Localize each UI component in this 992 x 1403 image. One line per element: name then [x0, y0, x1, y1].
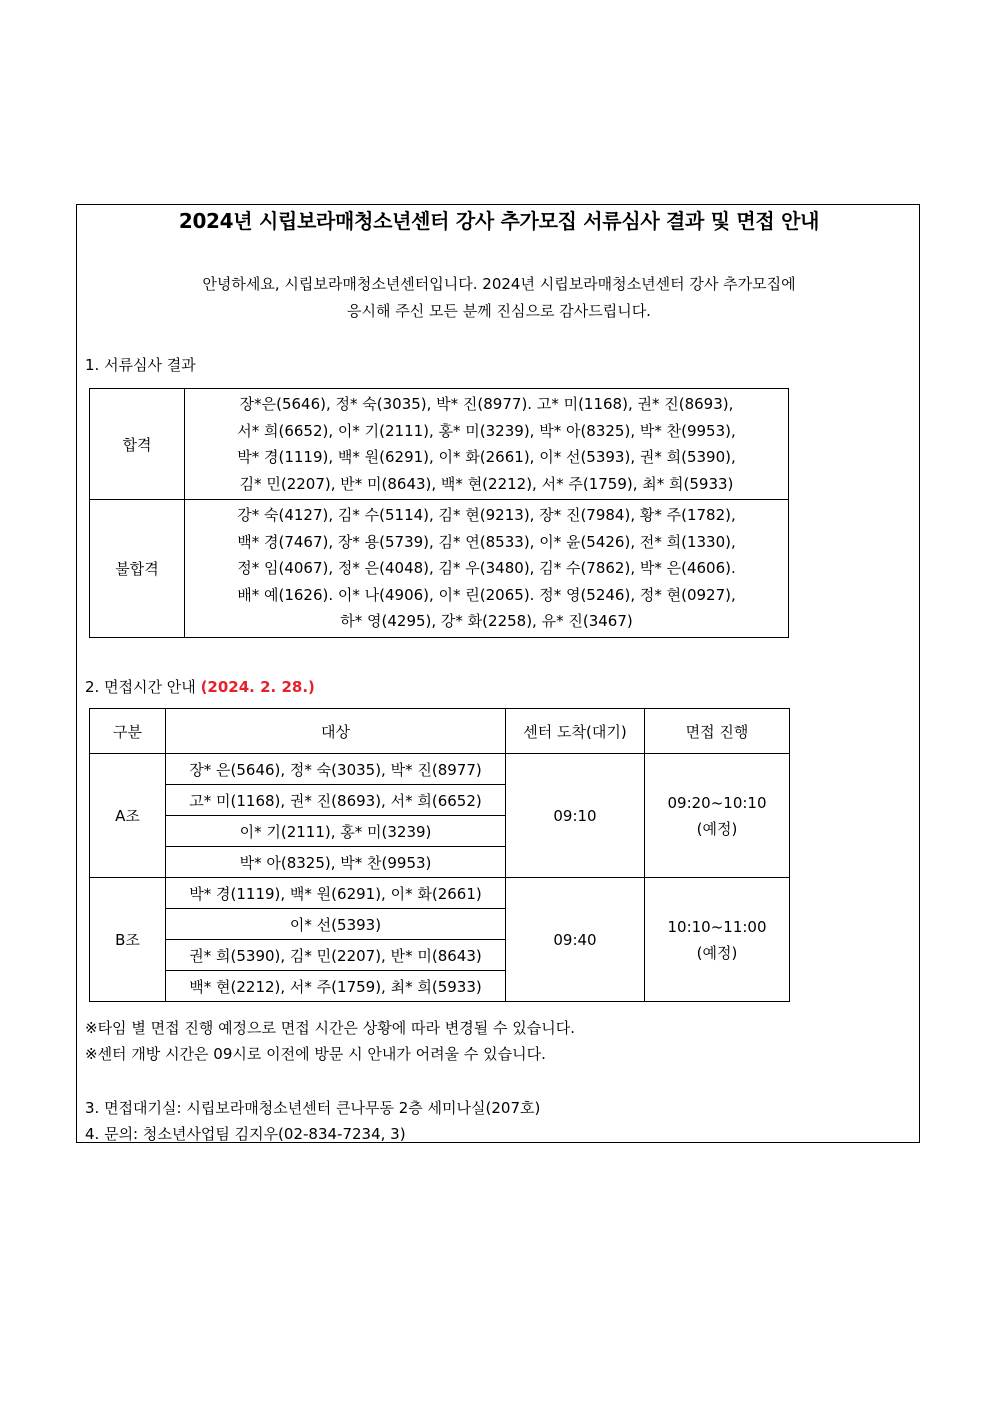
waiting-room-info: 3. 면접대기실: 시립보라매청소년센터 큰나무동 2층 세미나실(207호) — [85, 1099, 541, 1117]
fail-line: 백* 경(7467), 장* 용(5739), 김* 연(8533), 이* 윤(5426), 전* 희(1330), — [237, 532, 736, 551]
fail-line: 하* 영(4295), 강* 화(2258), 유* 진(3467) — [340, 612, 633, 630]
fail-row — [90, 500, 789, 638]
group-a-target: 이* 기(2111), 홍* 미(3239) — [166, 816, 506, 847]
fail-line: 배* 예(1626). 이* 나(4906), 이* 린(2065). 정* 영(5246), 정* 현(0927), — [237, 585, 736, 604]
section-2-title: 2. 면접시간 안내 — [85, 678, 196, 696]
fail-line: 정* 임(4067), 정* 은(4048), 김* 우(3480), 김* 수(7862), 박* 은(4606). — [237, 559, 736, 577]
pass-line: 서* 희(6652), 이* 기(2111), 홍* 미(3239), 박* 아(8325), 박* 찬(9953), — [237, 421, 736, 440]
screening-result-table — [89, 388, 789, 638]
group-a-label: A조 — [90, 754, 166, 878]
note-line: ※타임 별 면접 진행 예정으로 면접 시간은 상황에 따라 변경될 수 있습니다. — [85, 1019, 575, 1037]
page-title: 2024년 시립보라매청소년센터 강사 추가모집 서류심사 결과 및 면접 안내 — [178, 209, 820, 233]
col-header-group: 구분 — [90, 709, 166, 754]
section-2-heading — [85, 676, 315, 698]
group-b-target: 이* 선(5393) — [166, 909, 506, 940]
group-b-interview — [645, 878, 790, 1002]
table-row — [90, 878, 790, 909]
interview-schedule-table — [89, 708, 790, 1002]
pass-label: 합격 — [90, 389, 185, 500]
group-b-label: B조 — [90, 878, 166, 1002]
table-row — [90, 754, 790, 785]
pass-row — [90, 389, 789, 500]
group-b-target: 권* 희(5390), 김* 민(2207), 반* 미(8643) — [166, 940, 506, 971]
col-header-interview: 면접 진행 — [645, 709, 790, 754]
header-row — [90, 709, 790, 754]
group-a-interview — [645, 754, 790, 878]
pass-line: 장*은(5646), 정* 숙(3035), 박* 진(8977). 고* 미(1168), 권* 진(8693), — [239, 395, 734, 413]
fail-names — [185, 500, 789, 638]
intro-line-1: 안녕하세요, 시립보라매청소년센터입니다. 2024년 시립보라매청소년센터 강사 추가모집에 — [202, 275, 796, 293]
interview-date: (2024. 2. 28.) — [200, 678, 315, 696]
fail-label: 불합격 — [90, 500, 185, 638]
schedule-notes — [85, 1015, 575, 1067]
intro-line-2: 응시해 주신 모든 분께 진심으로 감사드립니다. — [347, 302, 651, 320]
group-a-target: 고* 미(1168), 권* 진(8693), 서* 희(6652) — [166, 785, 506, 816]
note-line: ※센터 개방 시간은 09시로 이전에 방문 시 안내가 어려울 수 있습니다. — [85, 1045, 546, 1063]
pass-line: 김* 민(2207), 반* 미(8643), 백* 현(2212), 서* 주(1759), 최* 희(5933) — [239, 474, 734, 493]
fail-line: 강* 숙(4127), 김* 수(5114), 김* 현(9213), 장* 진(7984), 황* 주(1782), — [237, 506, 736, 524]
group-b-target: 박* 경(1119), 백* 원(6291), 이* 화(2661) — [166, 878, 506, 909]
group-b-interview-time: 10:10~11:00 — [667, 917, 767, 936]
pass-names — [185, 389, 789, 500]
group-a-target: 장* 은(5646), 정* 숙(3035), 박* 진(8977) — [166, 754, 506, 785]
group-a-interview-note: (예정) — [696, 819, 738, 838]
section-1-heading: 1. 서류심사 결과 — [85, 356, 196, 374]
group-b-arrival: 09:40 — [506, 878, 645, 1002]
document-frame — [76, 204, 920, 1143]
col-header-arrival: 센터 도착(대기) — [506, 709, 645, 754]
contact-info: 4. 문의: 청소년사업팀 김지우(02-834-7234, 3) — [85, 1125, 406, 1143]
intro-text — [77, 271, 921, 325]
pass-line: 박* 경(1119), 백* 원(6291), 이* 화(2661), 이* 선(5393), 권* 희(5390), — [237, 448, 736, 466]
group-a-interview-time: 09:20~10:10 — [667, 793, 767, 812]
group-b-interview-note: (예정) — [696, 943, 738, 962]
group-a-arrival: 09:10 — [506, 754, 645, 878]
col-header-target: 대상 — [166, 709, 506, 754]
group-a-target: 박* 아(8325), 박* 찬(9953) — [166, 847, 506, 878]
group-b-target: 백* 현(2212), 서* 주(1759), 최* 희(5933) — [166, 971, 506, 1002]
